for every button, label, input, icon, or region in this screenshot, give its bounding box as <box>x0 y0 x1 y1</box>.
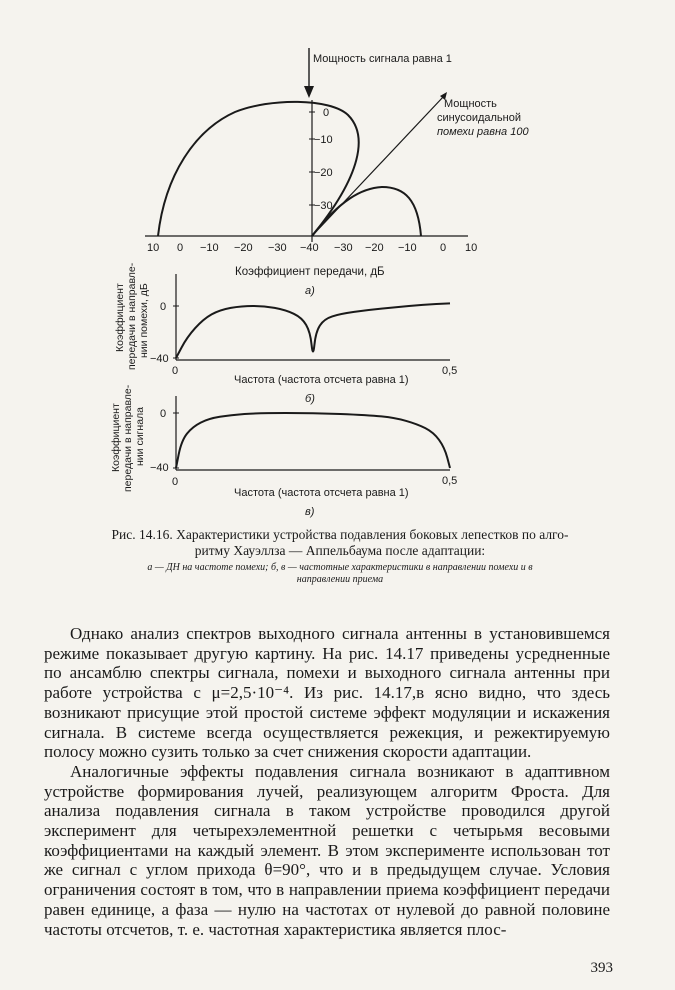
panel-c-xtick-1: 0,5 <box>442 475 458 487</box>
panel-a-xtick-r2: −10 <box>398 242 417 254</box>
panel-b-xtick-1: 0,5 <box>442 365 458 377</box>
panel-a-letter: а) <box>305 285 315 297</box>
panel-c-ylabel-1: Коэффициент <box>110 403 122 472</box>
paragraph-1: Однако анализ спектров выходного сигнала антенны в установившемся режиме показывает другую картину. На рис. 14.17 приведены усредненные по ансамблю спектры сигнала, помехи и выходного сигнала антенны при работе устройства с μ=2,5·10⁻⁴. Из рис. 14.17,в ясно видно, что здесь возникают присущие этой простой системе эффект модуляции и искажения сигнала. В системе всегда осуществляется режекция, и режектируемую полосу можно сузить только за счет снижения скорости адаптации. <box>44 624 610 762</box>
page-number: 393 <box>590 960 613 976</box>
panel-b-xtick-0: 0 <box>172 365 179 377</box>
figure-caption <box>40 527 640 559</box>
interference-label-3: помехи равна 100 <box>437 126 529 138</box>
panel-b-xlabel: Частота (частота отсчета равна 1) <box>234 374 409 386</box>
panel-a-xtick-r3: 0 <box>440 242 447 254</box>
panel-a-xtick-l0: 10 <box>147 242 160 254</box>
panel-a-xtick-l2: −10 <box>200 242 219 254</box>
panel-c-series <box>176 413 450 468</box>
signal-arrowhead <box>304 86 314 98</box>
panel-a <box>145 48 529 297</box>
panel-a-xtick-l5: −40 <box>300 242 319 254</box>
panel-a-xtick-l4: −30 <box>268 242 287 254</box>
panel-c-xtick-0: 0 <box>172 476 179 488</box>
body-text <box>44 624 610 939</box>
panel-c-ylabel-3: нии сигнала <box>134 407 146 466</box>
panel-a-xtick-r4: 10 <box>465 242 478 254</box>
panel-a-ytick-0: 0 <box>323 107 330 119</box>
panel-a-ytick-3: −30 <box>314 200 333 212</box>
panel-c-ytick-0: 0 <box>160 408 167 420</box>
interference-label-2: синусоидальной <box>437 112 522 124</box>
panel-c-xlabel: Частота (частота отсчета равна 1) <box>234 487 409 499</box>
panel-b-ylabel-2: передачи в направле- <box>126 262 138 370</box>
figure-caption-legend <box>40 562 640 586</box>
panel-b-ylabel-3: нии помехи, дБ <box>138 283 150 358</box>
panel-c-ylabel-2: передачи в направле- <box>122 384 134 492</box>
panel-a-xtick-r1: −20 <box>365 242 384 254</box>
interference-direction-line <box>312 96 444 236</box>
paragraph-2: Аналогичные эффекты подавления сигнала возникают в адаптивном устройстве формирования лучей, реализующем алгоритм Фроста. Для анализа подавления сигнала в таком устройстве проводился другой эксперимент для четырехэлементной решетки с четырьмя весовыми коэффициентами на каждый элемент. В этом эксперименте использован тот же сигнал с углом прихода θ=90°, что и в предыдущем случае. Условия ограничения состоят в том, что в направлении приема коэффициент передачи равен единице, а фаза — нулю на частотах от нулевой до равной половине частоты отсчетов, т. е. частотная характеристика является плос- <box>44 761 610 939</box>
panel-a-xtick-l3: −20 <box>234 242 253 254</box>
panel-c <box>110 384 457 518</box>
panel-b-letter: б) <box>305 393 315 405</box>
panel-a-xtick-l1: 0 <box>177 242 184 254</box>
caption-line-1: Рис. 14.16. Характеристики устройства подавления боковых лепестков по алго- <box>111 527 569 542</box>
panel-a-xtick-r0: −30 <box>334 242 353 254</box>
caption-sub-line-1: а — ДН на частоте помехи; б, в — частотные характеристики в направлении помехи и в <box>147 562 533 573</box>
panel-a-xlabel: Коэффициент передачи, дБ <box>235 266 385 278</box>
panel-c-ytick-1: −40 <box>150 462 169 474</box>
panel-a-ytick-1: −10 <box>314 134 333 146</box>
panel-c-letter: в) <box>305 506 315 518</box>
panel-b-ylabel-1: Коэффициент <box>114 283 126 352</box>
caption-line-2: ритму Хауэллза — Аппельбаума после адаптации: <box>194 543 486 558</box>
panel-b-ytick-1: −40 <box>150 353 169 365</box>
panel-b <box>114 262 457 405</box>
caption-sub-line-2: направлении приема <box>296 574 384 585</box>
signal-arrow-label: Мощность сигнала равна 1 <box>313 53 452 65</box>
panel-b-ytick-0: 0 <box>160 301 167 313</box>
panel-b-series <box>176 303 450 358</box>
interference-label-1: Мощность <box>444 98 497 110</box>
panel-a-ytick-2: −20 <box>314 167 333 179</box>
